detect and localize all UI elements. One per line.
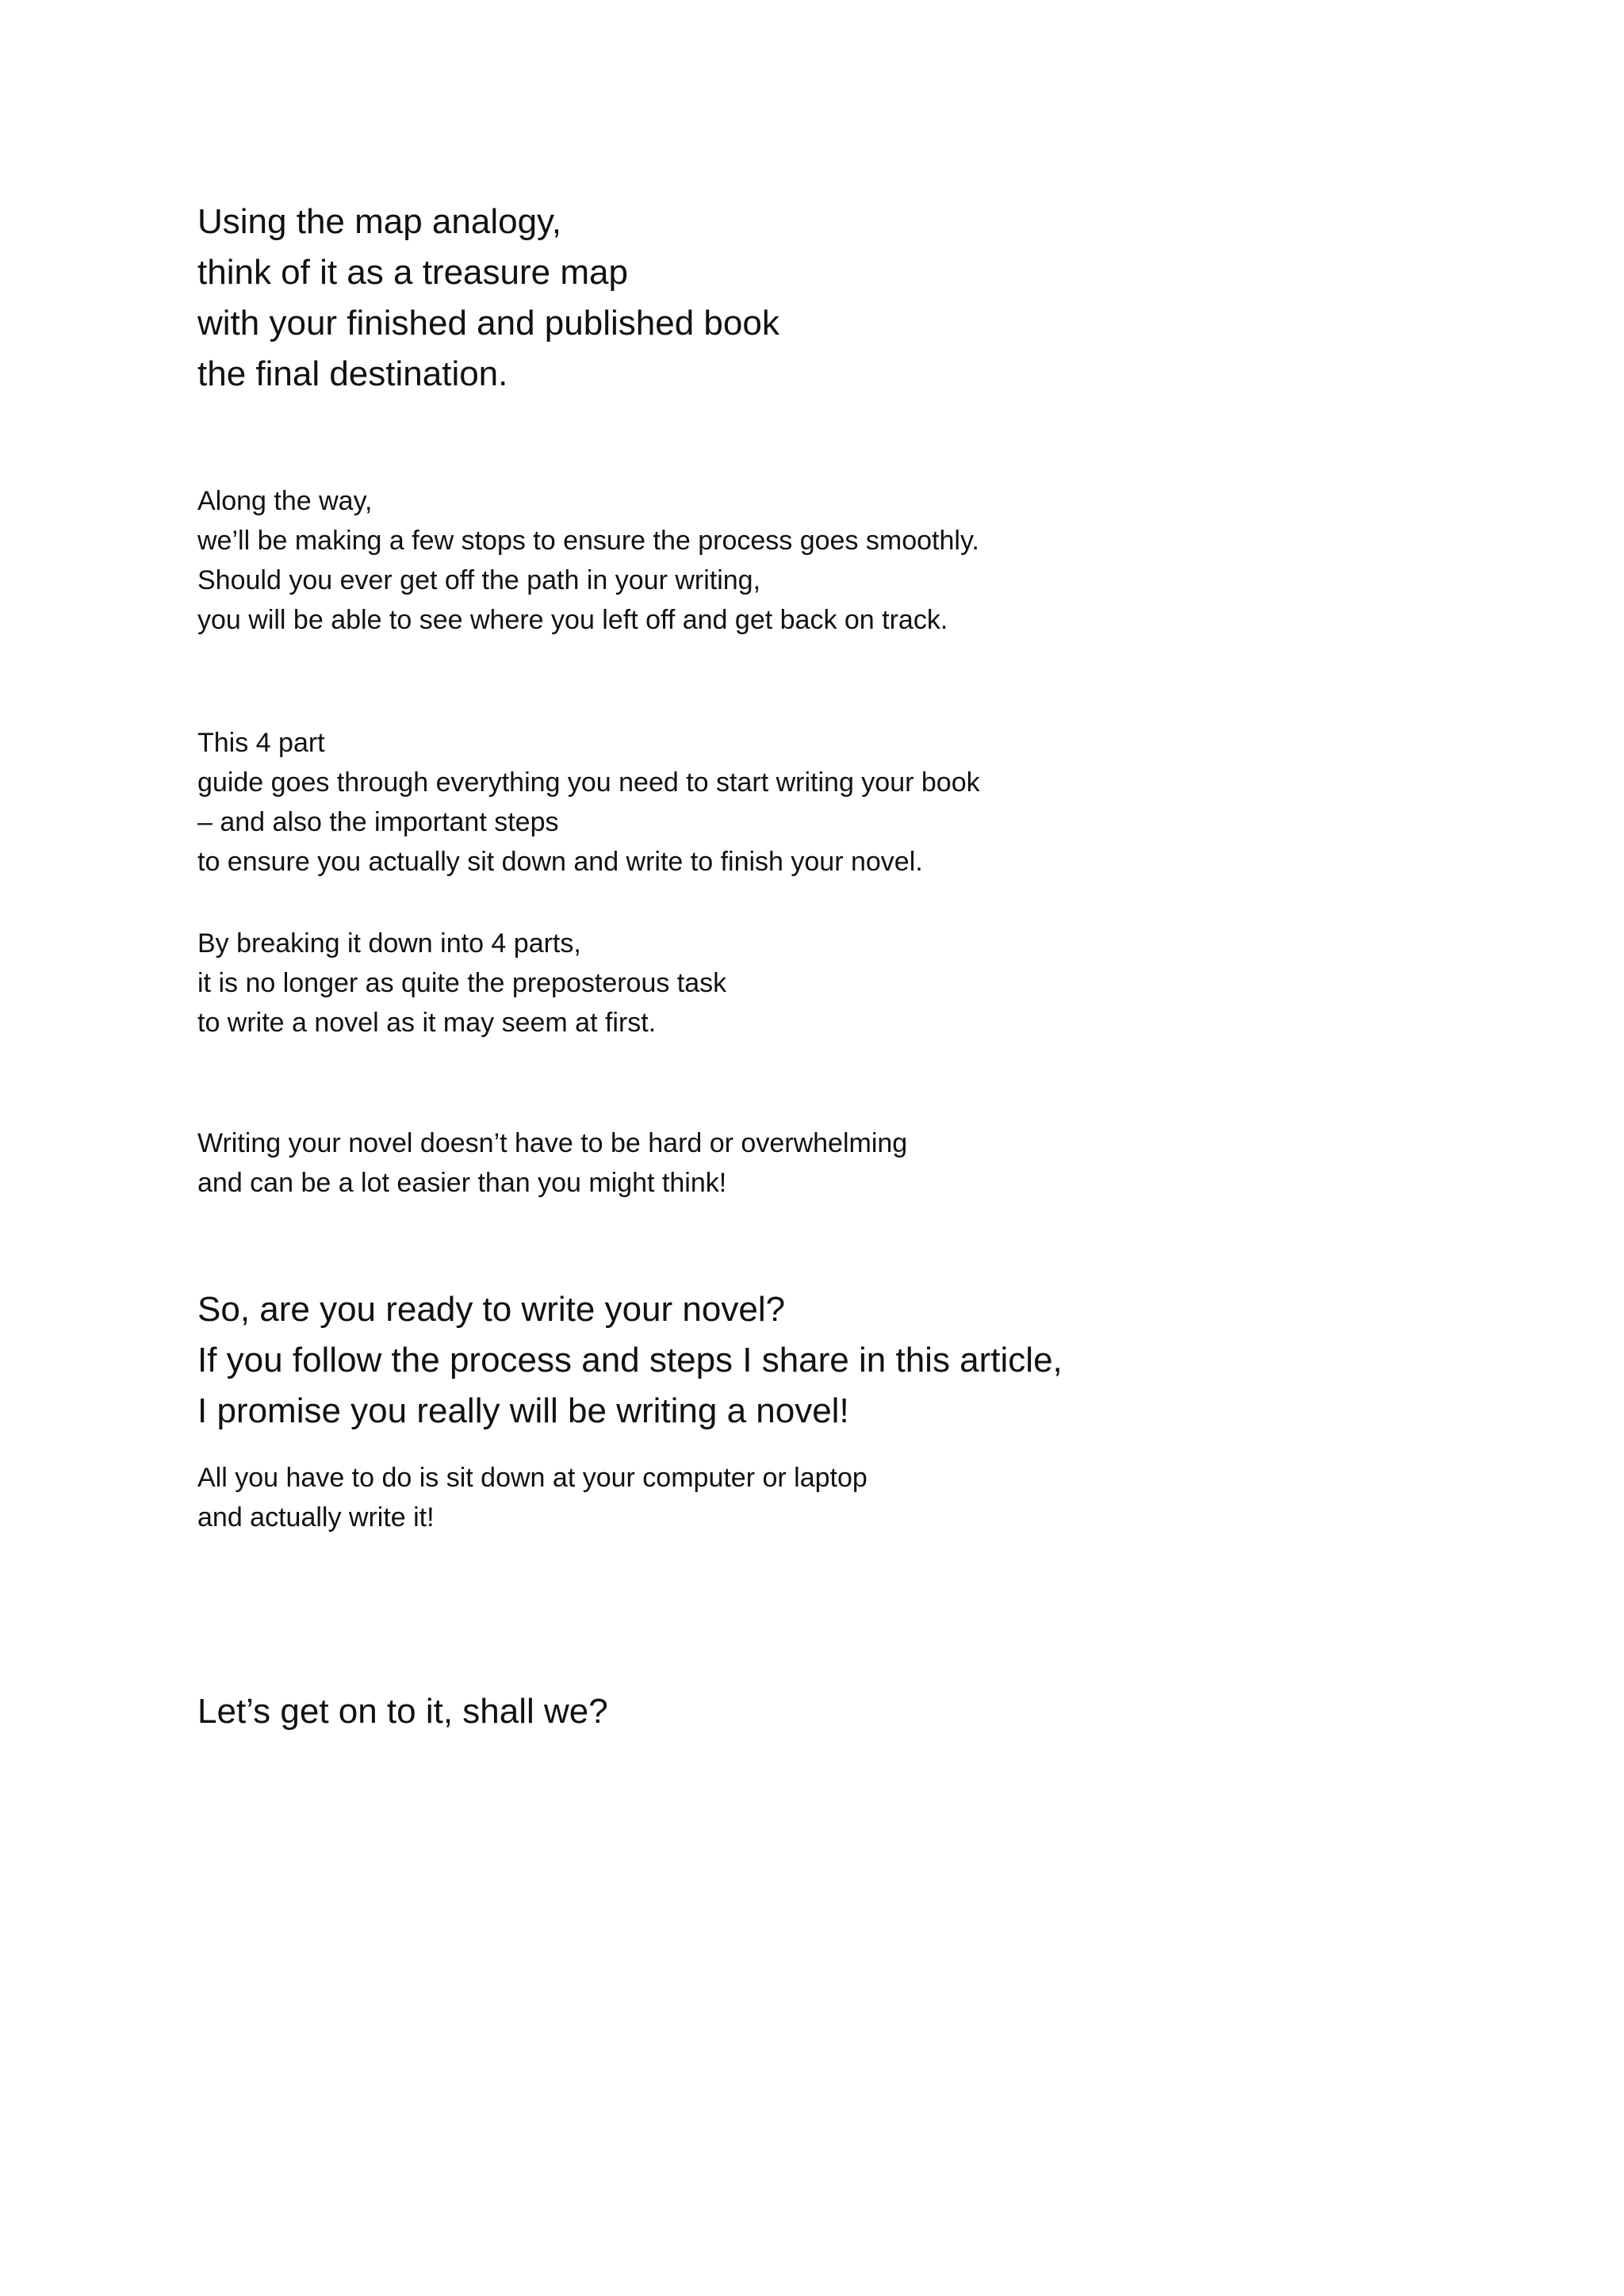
intro-paragraph — [197, 197, 1387, 400]
text-line: think of it as a treasure map — [197, 253, 628, 292]
sit-down-paragraph — [197, 1458, 1387, 1537]
guide-paragraph — [197, 723, 1387, 882]
text-line: and can be a lot easier than you might think! — [197, 1168, 727, 1198]
not-hard-paragraph — [197, 1123, 1387, 1203]
text-line: the final destination. — [197, 354, 508, 393]
text-line: Let’s get on to it, shall we? — [197, 1692, 608, 1731]
closing-paragraph — [197, 1686, 1387, 1737]
text-line: with your finished and published book — [197, 304, 779, 342]
text-line: – and also the important steps — [197, 807, 559, 837]
text-line: it is no longer as quite the preposterous task — [197, 968, 727, 998]
text-line: Writing your novel doesn’t have to be hard or overwhelming — [197, 1128, 908, 1158]
along-the-way-paragraph — [197, 481, 1387, 640]
text-line: All you have to do is sit down at your computer or laptop — [197, 1463, 868, 1493]
breaking-down-paragraph — [197, 924, 1387, 1043]
text-line: This 4 part — [197, 728, 325, 758]
text-line: to write a novel as it may seem at first. — [197, 1008, 657, 1038]
text-line: I promise you really will be writing a novel! — [197, 1391, 849, 1430]
ready-paragraph — [197, 1284, 1387, 1437]
text-line: So, are you ready to write your novel? — [197, 1290, 786, 1329]
text-line: Should you ever get off the path in your writing, — [197, 565, 761, 595]
text-line: Using the map analogy, — [197, 202, 562, 241]
text-line: to ensure you actually sit down and write to finish your novel. — [197, 847, 923, 877]
text-line: If you follow the process and steps I share in this article, — [197, 1341, 1063, 1380]
text-line: and actually write it! — [197, 1502, 435, 1533]
text-line: guide goes through everything you need to start writing your book — [197, 767, 980, 798]
text-line: we’ll be making a few stops to ensure the process goes smoothly. — [197, 526, 979, 556]
text-line: By breaking it down into 4 parts, — [197, 928, 581, 959]
text-line: Along the way, — [197, 486, 373, 516]
text-line: you will be able to see where you left off and get back on track. — [197, 605, 948, 635]
